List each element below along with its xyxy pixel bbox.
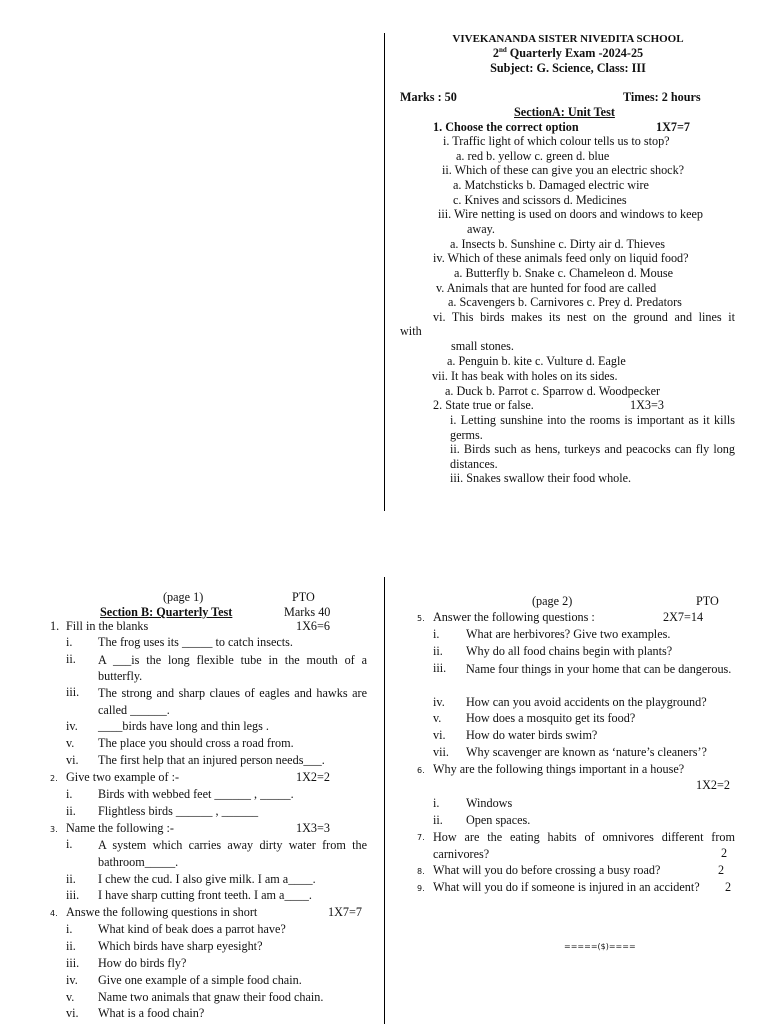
item-number: i. [433, 627, 440, 641]
item-number: i. [433, 796, 440, 810]
item-number: ii. [66, 939, 76, 953]
true-false-item: i. Letting sunshine into the rooms is important as it kills germs. [450, 413, 735, 442]
true-false-item: ii. Birds such as hens, turkeys and peacocks can fly long distances. [450, 442, 735, 471]
item-text: The frog uses its _____ to catch insects. [98, 635, 293, 649]
section-a-title: SectionA: Unit Test [514, 105, 615, 119]
question-title: Answer the following questions : [433, 610, 595, 624]
item-number: v. [66, 736, 75, 750]
item-number: vi. [66, 1006, 79, 1020]
item-number: ii. [433, 644, 443, 658]
item-number: iii. [433, 661, 447, 675]
question-number: 9. [417, 884, 425, 893]
marks-total: Marks : 50 [400, 90, 457, 104]
mcq-line: vi. This birds makes its nest on the ground and lines it [433, 310, 735, 324]
column-divider-top [384, 33, 385, 511]
item-number: iv. [433, 695, 445, 709]
item-number: iv. [66, 973, 78, 987]
question-2-marks: 1X3=3 [630, 398, 664, 412]
mcq-line: v. Animals that are hunted for food are called [436, 281, 657, 295]
question-marks: 2 [721, 846, 728, 860]
mcq-line: iii. Wire netting is used on doors and windows to keep [438, 207, 704, 221]
question-marks: 2 [725, 880, 732, 894]
item-text: Why do all food chains begin with plants? [466, 644, 673, 658]
subject-line: Subject: G. Science, Class: III [490, 61, 646, 75]
page-2-label: (page 2) [532, 594, 573, 608]
mcq-line: ii. Which of these can give you an electric shock? [442, 163, 685, 177]
item-text: ____birds have long and thin legs . [98, 719, 269, 733]
question-title: Name the following :- [66, 821, 174, 835]
item-number: iv. [66, 719, 78, 733]
item-number: i. [66, 787, 73, 801]
item-number: v. [433, 711, 442, 725]
question-marks: 1X6=6 [296, 619, 330, 633]
item-text: What are herbivores? Give two examples. [466, 627, 671, 641]
question-marks: 1X3=3 [296, 821, 330, 835]
item-text: The place you should cross a road from. [98, 736, 294, 750]
mcq-line: i. Traffic light of which colour tells us to stop? [443, 134, 670, 148]
item-text: Name two animals that gnaw their food chain. [98, 990, 324, 1004]
item-text: Flightless birds ______ , ______ [98, 804, 259, 818]
exam-time: Times: 2 hours [623, 90, 701, 104]
mcq-line: a. red b. yellow c. green d. blue [456, 149, 610, 163]
item-text: Give one example of a simple food chain. [98, 973, 302, 987]
item-text: I chew the cud. I also give milk. I am a____. [98, 872, 316, 886]
mcq-line: a. Scavengers b. Carnivores c. Prey d. Predators [448, 295, 682, 309]
item-number: v. [66, 990, 75, 1004]
question-marks: 1X7=7 [328, 905, 362, 919]
page-1-label: (page 1) [163, 590, 204, 604]
mcq-line: a. Duck b. Parrot c. Sparrow d. Woodpecker [445, 384, 661, 398]
item-number: ii. [66, 872, 76, 886]
item-text: I have sharp cutting front teeth. I am a____. [98, 888, 312, 902]
mcq-line: a. Matchsticks b. Damaged electric wire [453, 178, 649, 192]
column-divider-bottom [384, 577, 385, 1024]
question-1-title: 1. Choose the correct option [433, 120, 579, 134]
question-number: 7. [417, 833, 425, 842]
mcq-line: c. Knives and scissors d. Medicines [453, 193, 627, 207]
question-title: What will you do before crossing a busy road? [433, 863, 661, 877]
section-b-marks: Marks 40 [284, 605, 331, 619]
item-text: The first help that an injured person needs___. [98, 753, 325, 767]
question-number: 3. [50, 825, 58, 834]
item-number: i. [66, 635, 73, 649]
question-marks: 1X2=2 [296, 770, 330, 784]
item-text: How do birds fly? [98, 956, 187, 970]
question-number: 5. [417, 614, 425, 623]
item-text: How do water birds swim? [466, 728, 598, 742]
item-number: iii. [66, 888, 80, 902]
question-number: 8. [417, 867, 425, 876]
item-text: The strong and sharp claues of eagles and hawks are called ______. [98, 686, 367, 717]
question-title: How are the eating habits of omnivores different from carnivores? [433, 830, 735, 861]
question-2-title: 2. State true or false. [433, 398, 534, 412]
question-number: 6. [417, 766, 425, 775]
end-marker: =====($)==== [564, 942, 636, 951]
item-text: What is a food chain? [98, 1006, 205, 1020]
item-number: vii. [433, 745, 449, 759]
item-text: Open spaces. [466, 813, 531, 827]
item-number: ii. [66, 804, 76, 818]
item-text: Birds with webbed feet ______ , _____. [98, 787, 294, 801]
question-title: What will you do if someone is injured in an accident? [433, 880, 700, 894]
item-text: Why scavenger are known as ‘nature’s cleaners’? [466, 745, 707, 759]
mcq-line: vii. It has beak with holes on its sides. [432, 369, 618, 383]
mcq-line: a. Insects b. Sunshine c. Dirty air d. Thieves [450, 237, 666, 251]
question-marks: 2X7=14 [663, 610, 704, 624]
mcq-line: a. Penguin b. kite c. Vulture d. Eagle [447, 354, 626, 368]
item-text: A system which carries away dirty water from the bathroom_____. [98, 838, 367, 869]
question-marks: 2 [718, 863, 725, 877]
question-number: 4. [50, 909, 58, 918]
item-text: Name four things in your home that can be dangerous. [466, 662, 732, 676]
question-number: 1. [50, 619, 60, 633]
item-number: i. [66, 922, 73, 936]
item-number: ii. [66, 652, 76, 666]
question-number: 2. [50, 774, 58, 783]
exam-title: 2nd Quarterly Exam -2024-25 [492, 45, 644, 60]
item-number: vi. [433, 728, 446, 742]
mcq-line: away. [467, 222, 495, 236]
item-text: Which birds have sharp eyesight? [98, 939, 263, 953]
question-title: Why are the following things important in a house? [433, 762, 685, 776]
question-title: Give two example of :- [66, 770, 180, 784]
item-text: A ___is the long flexible tube in the mouth of a butterfly. [98, 653, 367, 683]
page-1-pto: PTO [292, 590, 315, 604]
question-1-marks: 1X7=7 [656, 120, 691, 134]
true-false-item: iii. Snakes swallow their food whole. [450, 471, 632, 485]
section-b-title: Section B: Quarterly Test [100, 605, 233, 619]
item-number: ii. [433, 813, 443, 827]
item-number: vi. [66, 753, 79, 767]
school-name: VIVEKANANDA SISTER NIVEDITA SCHOOL [452, 33, 684, 45]
question-title: Answe the following questions in short [66, 905, 258, 919]
mcq-line: small stones. [451, 339, 514, 353]
question-marks: 1X2=2 [696, 778, 730, 792]
page-2-pto: PTO [696, 594, 719, 608]
mcq-line: a. Butterfly b. Snake c. Chameleon d. Mouse [454, 266, 673, 280]
item-text: How can you avoid accidents on the playground? [466, 695, 707, 709]
mcq-line: with [400, 324, 422, 338]
item-number: iii. [66, 956, 80, 970]
item-text: How does a mosquito get its food? [466, 711, 636, 725]
question-title: Fill in the blanks [66, 619, 149, 633]
item-text: Windows [466, 796, 513, 810]
item-number: i. [66, 837, 73, 851]
item-number: iii. [66, 685, 80, 699]
mcq-line: iv. Which of these animals feed only on liquid food? [433, 251, 689, 265]
item-text: What kind of beak does a parrot have? [98, 922, 286, 936]
